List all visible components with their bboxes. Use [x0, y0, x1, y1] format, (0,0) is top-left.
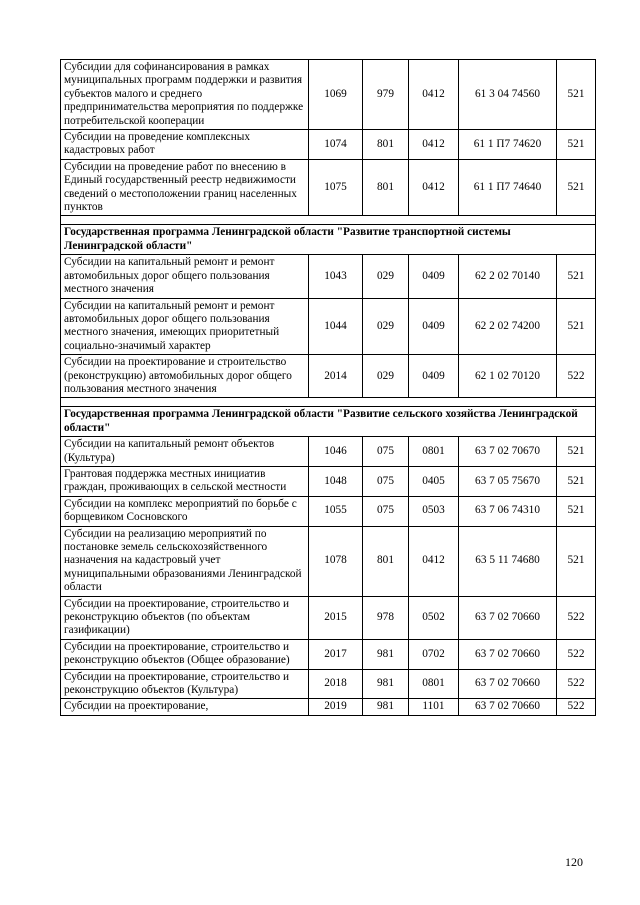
grbs-cell: 981 — [363, 669, 409, 699]
grbs-cell: 075 — [363, 496, 409, 526]
code-cell: 2014 — [309, 355, 363, 398]
expense-type-cell: 521 — [557, 526, 596, 596]
section-code-cell: 0412 — [409, 159, 459, 216]
section-title: Государственная программа Ленинградской области "Развитие транспортной системы Ленинградской области" — [61, 225, 596, 255]
description-cell: Субсидии на проектирование, — [61, 699, 309, 715]
description-cell: Субсидии на проектирование, строительство и реконструкцию объектов (Культура) — [61, 669, 309, 699]
expense-type-cell: 522 — [557, 699, 596, 715]
target-article-cell: 63 7 02 70660 — [459, 669, 557, 699]
target-article-cell: 63 7 02 70670 — [459, 437, 557, 467]
code-cell: 1074 — [309, 130, 363, 160]
grbs-cell: 029 — [363, 355, 409, 398]
target-article-cell: 61 1 П7 74620 — [459, 130, 557, 160]
expense-type-cell: 522 — [557, 355, 596, 398]
code-cell: 1055 — [309, 496, 363, 526]
expense-type-cell: 521 — [557, 130, 596, 160]
code-cell: 1048 — [309, 466, 363, 496]
expense-type-cell: 522 — [557, 639, 596, 669]
table-row — [61, 669, 596, 699]
grbs-cell: 075 — [363, 437, 409, 467]
table-row — [61, 355, 596, 398]
description-cell: Грантовая поддержка местных инициатив граждан, проживающих в сельской местности — [61, 466, 309, 496]
grbs-cell: 075 — [363, 466, 409, 496]
grbs-cell: 979 — [363, 60, 409, 130]
section-code-cell: 0412 — [409, 526, 459, 596]
grbs-cell: 801 — [363, 159, 409, 216]
description-cell: Субсидии на проектирование, строительство и реконструкцию объектов (по объектам газификации) — [61, 596, 309, 639]
expense-type-cell: 521 — [557, 60, 596, 130]
page-number: 120 — [565, 855, 583, 869]
code-cell: 1078 — [309, 526, 363, 596]
table-row — [61, 130, 596, 160]
expense-type-cell: 521 — [557, 298, 596, 355]
section-title: Государственная программа Ленинградской области "Развитие сельского хозяйства Ленинградской области" — [61, 407, 596, 437]
table-row — [61, 437, 596, 467]
target-article-cell: 63 7 02 70660 — [459, 596, 557, 639]
section-code-cell: 0405 — [409, 466, 459, 496]
grbs-cell: 801 — [363, 526, 409, 596]
code-cell: 1046 — [309, 437, 363, 467]
target-article-cell: 63 7 05 75670 — [459, 466, 557, 496]
code-cell: 2017 — [309, 639, 363, 669]
expense-type-cell: 521 — [557, 255, 596, 298]
description-cell: Субсидии для софинансирования в рамках муниципальных программ поддержки и развития субъектов малого и среднего предпринимательства мероприятия по поддержке потребительской кооперации — [61, 60, 309, 130]
section-code-cell: 0702 — [409, 639, 459, 669]
section-code-cell: 0502 — [409, 596, 459, 639]
subsidies-table — [60, 59, 596, 716]
description-cell: Субсидии на капитальный ремонт и ремонт автомобильных дорог общего пользования местного значения — [61, 255, 309, 298]
description-cell: Субсидии на проведение работ по внесению в Единый государственный реестр недвижимости сведений о местоположении границ населенных пунктов — [61, 159, 309, 216]
table-row — [61, 298, 596, 355]
description-cell: Субсидии на проектирование и строительство (реконструкцию) автомобильных дорог общего пользования местного значения — [61, 355, 309, 398]
table-row — [61, 526, 596, 596]
code-cell: 2015 — [309, 596, 363, 639]
section-code-cell: 1101 — [409, 699, 459, 715]
grbs-cell: 981 — [363, 699, 409, 715]
table-row — [61, 466, 596, 496]
grbs-cell: 981 — [363, 639, 409, 669]
target-article-cell: 62 2 02 70140 — [459, 255, 557, 298]
section-code-cell: 0409 — [409, 355, 459, 398]
spacer-cell — [61, 216, 596, 225]
section-code-cell: 0409 — [409, 298, 459, 355]
grbs-cell: 801 — [363, 130, 409, 160]
grbs-cell: 029 — [363, 298, 409, 355]
section-header-row — [61, 407, 596, 437]
table-row — [61, 596, 596, 639]
target-article-cell: 62 2 02 74200 — [459, 298, 557, 355]
code-cell: 1069 — [309, 60, 363, 130]
table-row — [61, 699, 596, 715]
description-cell: Субсидии на реализацию мероприятий по постановке земель сельскохозяйственного назначения на кадастровый учет муниципальными образованиями Ленинградской области — [61, 526, 309, 596]
expense-type-cell: 521 — [557, 466, 596, 496]
target-article-cell: 63 7 02 70660 — [459, 639, 557, 669]
section-header-row — [61, 225, 596, 255]
expense-type-cell: 521 — [557, 159, 596, 216]
target-article-cell: 63 7 02 70660 — [459, 699, 557, 715]
expense-type-cell: 522 — [557, 596, 596, 639]
description-cell: Субсидии на комплекс мероприятий по борьбе с борщевиком Сосновского — [61, 496, 309, 526]
spacer-row — [61, 398, 596, 407]
table-row — [61, 60, 596, 130]
target-article-cell: 61 1 П7 74640 — [459, 159, 557, 216]
description-cell: Субсидии на капитальный ремонт объектов (Культура) — [61, 437, 309, 467]
description-cell: Субсидии на проведение комплексных кадастровых работ — [61, 130, 309, 160]
grbs-cell: 029 — [363, 255, 409, 298]
description-cell: Субсидии на проектирование, строительство и реконструкцию объектов (Общее образование) — [61, 639, 309, 669]
description-cell: Субсидии на капитальный ремонт и ремонт автомобильных дорог общего пользования местного значения, имеющих приоритетный социально-значимый характер — [61, 298, 309, 355]
section-code-cell: 0801 — [409, 437, 459, 467]
section-code-cell: 0412 — [409, 130, 459, 160]
expense-type-cell: 522 — [557, 669, 596, 699]
spacer-cell — [61, 398, 596, 407]
table-row — [61, 159, 596, 216]
target-article-cell: 62 1 02 70120 — [459, 355, 557, 398]
expense-type-cell: 521 — [557, 437, 596, 467]
section-code-cell: 0412 — [409, 60, 459, 130]
section-code-cell: 0801 — [409, 669, 459, 699]
section-code-cell: 0503 — [409, 496, 459, 526]
spacer-row — [61, 216, 596, 225]
code-cell: 1044 — [309, 298, 363, 355]
code-cell: 1043 — [309, 255, 363, 298]
table-row — [61, 255, 596, 298]
table-row — [61, 639, 596, 669]
code-cell: 2018 — [309, 669, 363, 699]
grbs-cell: 978 — [363, 596, 409, 639]
code-cell: 1075 — [309, 159, 363, 216]
expense-type-cell: 521 — [557, 496, 596, 526]
table-body — [61, 60, 596, 716]
section-code-cell: 0409 — [409, 255, 459, 298]
code-cell: 2019 — [309, 699, 363, 715]
target-article-cell: 63 5 11 74680 — [459, 526, 557, 596]
target-article-cell: 63 7 06 74310 — [459, 496, 557, 526]
table-row — [61, 496, 596, 526]
target-article-cell: 61 3 04 74560 — [459, 60, 557, 130]
